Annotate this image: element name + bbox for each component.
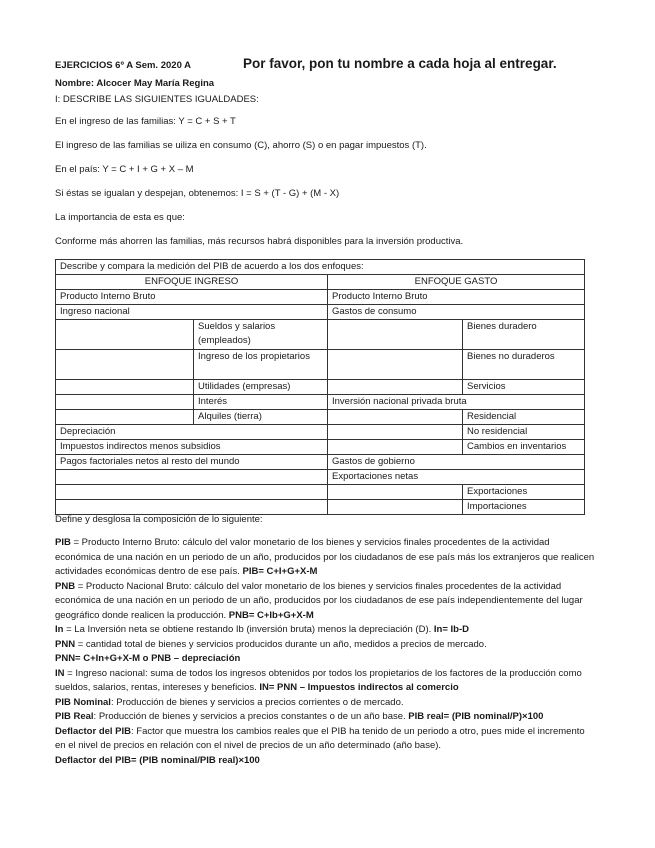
table-cell: Ingreso nacional	[56, 305, 328, 320]
table-cell: Inversión nacional privada bruta	[328, 395, 585, 410]
table-row	[56, 275, 585, 290]
table-row	[56, 470, 585, 485]
table-cell: Interés	[194, 395, 328, 410]
deflactor-formula: Deflactor del PIB= (PIB nominal/PIB real)×100	[55, 754, 260, 766]
deflactor-definition: Deflactor del PIB: Factor que muestra los cambios reales que el PIB ha tenido de un periodo a otro, pues mide el incremento en el nivel de precios en relación con el nivel de precios de un año determinado (año base).	[55, 725, 585, 751]
table-row	[56, 260, 585, 275]
table-cell: Utilidades (empresas)	[194, 380, 328, 395]
pib-comparison-table	[55, 259, 585, 515]
table-cell: Producto Interno Bruto	[328, 290, 585, 305]
section-title: I: DESCRIBE LAS SIGUIENTES IGUALDADES:	[55, 94, 259, 105]
table-cell: Importaciones	[463, 500, 585, 515]
expenditure-approach-header: ENFOQUE GASTO	[328, 275, 585, 290]
table-cell	[328, 380, 463, 395]
table-cell: Bienes no duraderos	[463, 350, 585, 380]
table-cell	[328, 425, 463, 440]
table-row	[56, 290, 585, 305]
table-title: Describe y compara la medición del PIB de acuerdo a los dos enfoques:	[56, 260, 585, 275]
table-cell	[328, 350, 463, 380]
table-cell: Producto Interno Bruto	[56, 290, 328, 305]
pnn-definition: PNN = cantidad total de bienes y servicios producidos durante un año, medidos a precios de mercado.	[55, 638, 487, 650]
table-cell	[328, 485, 463, 500]
country-income-equation: En el país: Y = C + I + G + X – M	[55, 164, 194, 175]
student-name: Nombre: Alcocer May María Regina	[55, 78, 215, 89]
table-cell	[328, 410, 463, 425]
table-cell: Pagos factoriales netos al resto del mundo	[56, 455, 328, 470]
table-cell	[328, 320, 463, 350]
table-cell: Cambios en inventarios	[463, 440, 585, 455]
table-row	[56, 320, 585, 350]
definitions-block	[55, 536, 595, 768]
table-cell	[56, 350, 194, 380]
exercise-header: EJERCICIOS 6º A Sem. 2020 A	[55, 60, 191, 71]
table-cell: Gastos de gobierno	[328, 455, 585, 470]
table-cell	[56, 380, 194, 395]
table-cell	[56, 470, 328, 485]
table-cell: Bienes duradero	[463, 320, 585, 350]
table-cell	[56, 395, 194, 410]
pib-nominal-definition: PIB Nominal: Producción de bienes y servicios a precios corrientes o de mercado.	[55, 696, 404, 708]
submission-note: Por favor, pon tu nombre a cada hoja al entregar.	[243, 56, 557, 71]
table-row	[56, 500, 585, 515]
table-cell: No residencial	[463, 425, 585, 440]
table-cell: Residencial	[463, 410, 585, 425]
table-cell	[56, 320, 194, 350]
pnn-formula: PNN= C+In+G+X-M o PNB – depreciación	[55, 653, 241, 664]
table-row	[56, 425, 585, 440]
table-cell: Exportaciones netas	[328, 470, 585, 485]
table-row	[56, 305, 585, 320]
table-cell: Impuestos indirectos menos subsidios	[56, 440, 328, 455]
family-income-description: El ingreso de las familias se uiliza en consumo (C), ahorro (S) o en pagar impuestos (T).	[55, 140, 427, 151]
table-cell	[328, 500, 463, 515]
importance-prompt: La importancia de esta es que:	[55, 212, 185, 223]
table-cell	[56, 485, 328, 500]
table-row	[56, 350, 585, 380]
table-cell: Servicios	[463, 380, 585, 395]
table-cell: Sueldos y salarios (empleados)	[194, 320, 328, 350]
table-row	[56, 485, 585, 500]
table-row	[56, 395, 585, 410]
pib-real-definition: PIB Real: Producción de bienes y servicios a precios constantes o de un año base. PIB real= (PIB nominal/P)×100	[55, 711, 544, 722]
definitions-intro: Define y desglosa la composición de lo siguiente:	[55, 514, 263, 525]
pnb-definition: PNB = Producto Nacional Bruto: cálculo del valor monetario de los bienes y servicios finales procedentes de la actividad económica de una nación en un periodo de un año, producidos por los ciudadanos de ese país independientemente del lugar geográfico donde realicen la producción. PNB= C+Ib+G+X-M	[55, 580, 583, 621]
table-row	[56, 440, 585, 455]
ingreso-nacional-definition: IN = Ingreso nacional: suma de todos los ingresos obtenidos por todos los propietarios de los factores de la producción como sueldos, salarios, rentas, intereses y beneficios. IN= PNN – Impuestos indirectos al comercio	[55, 667, 582, 693]
table-cell: Gastos de consumo	[328, 305, 585, 320]
table-cell: Exportaciones	[463, 485, 585, 500]
importance-answer: Conforme más ahorren las familias, más recursos habrá disponibles para la inversión productiva.	[55, 236, 464, 247]
table-row	[56, 455, 585, 470]
table-cell: Ingreso de los propietarios	[194, 350, 328, 380]
investment-identity: Si éstas se igualan y despejan, obtenemos: I = S + (T - G) + (M - X)	[55, 188, 340, 199]
table-cell: Alquiles (tierra)	[194, 410, 328, 425]
pib-definition: PIB = Producto Interno Bruto: cálculo del valor monetario de los bienes y servicios finales procedentes de la actividad económica de una nación en un periodo de un año, producidos por los ciudadanos de ese país más los extranjeros que realicen actividades económicas dentro de ese país. PIB= C+I+G+X-M	[55, 537, 595, 577]
table-row	[56, 410, 585, 425]
income-approach-header: ENFOQUE INGRESO	[56, 275, 328, 290]
table-row	[56, 380, 585, 395]
in-definition: In = La Inversión neta se obtiene restando Ib (inversión bruta) menos la depreciación (D). In= Ib-D	[55, 624, 470, 635]
table-cell	[56, 410, 194, 425]
table-cell	[56, 500, 328, 515]
table-cell	[328, 440, 463, 455]
table-cell: Depreciación	[56, 425, 328, 440]
family-income-equation: En el ingreso de las familias: Y = C + S + T	[55, 116, 236, 127]
